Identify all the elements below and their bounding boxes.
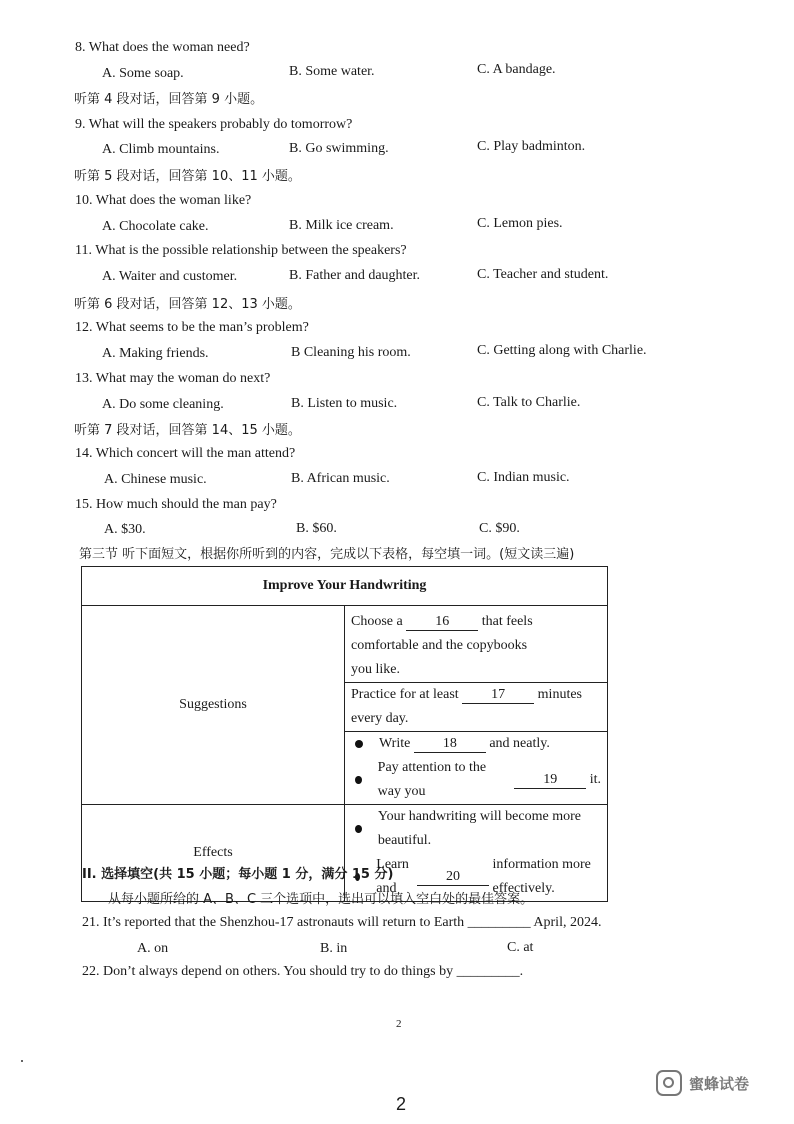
q12-option-b: B Cleaning his room.: [291, 345, 411, 360]
q13-option-a: A. Do some cleaning.: [102, 397, 224, 412]
suggestion-3-pre: Write: [379, 736, 411, 751]
q14-option-b: B. African music.: [291, 471, 390, 486]
q15-option-c: C. $90.: [479, 521, 520, 536]
question-14: 14. Which concert will the man attend?: [75, 446, 296, 461]
q21-option-a: A. on: [137, 941, 169, 956]
instruction-seg5: 听第 5 段对话，回答第 10、11 小题。: [74, 169, 301, 184]
part2-heading: II. 选择填空(共 15 小题；每小题 1 分，满分 15 分): [82, 867, 394, 882]
effects-label: Effects: [82, 805, 345, 902]
blank-17[interactable]: 17: [462, 687, 534, 704]
effect-1: Your handwriting will become more beautiful.: [377, 809, 581, 848]
q10-option-a: A. Chocolate cake.: [102, 219, 209, 234]
q21-option-c: C. at: [507, 940, 534, 955]
q9-option-a: A. Climb mountains.: [102, 142, 220, 157]
question-22: 22. Don’t always depend on others. You should try to do things by _________.: [82, 964, 524, 979]
q14-option-c: C. Indian music.: [477, 470, 570, 485]
suggestion-1-pre: Choose a: [351, 614, 403, 629]
question-9: 9. What will the speakers probably do tomorrow?: [75, 117, 353, 132]
suggestion-2-cell: [345, 683, 608, 732]
suggestion-1-line2: you like.: [351, 662, 400, 677]
q10-option-b: B. Milk ice cream.: [289, 218, 394, 233]
q15-option-a: A. $30.: [104, 522, 146, 537]
effects-cell: [345, 805, 608, 902]
question-10: 10. What does the woman like?: [75, 193, 252, 208]
suggestions-label: Suggestions: [82, 606, 345, 805]
section3-instruction: 第三节 听下面短文，根据你所听到的内容，完成以下表格，每空填一词。(短文读三遍): [79, 547, 575, 562]
part2-instruction: 从每小题所给的 A、B、C 三个选项中，选出可以填入空白处的最佳答案。: [108, 892, 534, 907]
handwriting-table: [81, 566, 608, 902]
suggestion-4-post: it.: [589, 772, 601, 787]
bullet-icon: [355, 740, 363, 748]
q9-option-c: C. Play badminton.: [477, 139, 586, 154]
q21-option-b: B. in: [320, 941, 348, 956]
watermark-logo: [656, 1070, 749, 1096]
q10-option-c: C. Lemon pies.: [477, 216, 563, 231]
q8-option-c: C. A bandage.: [477, 62, 556, 77]
instruction-seg4: 听第 4 段对话，回答第 9 小题。: [74, 92, 264, 107]
instruction-seg7: 听第 7 段对话，回答第 14、15 小题。: [74, 423, 301, 438]
q12-option-a: A. Making friends.: [102, 346, 209, 361]
question-12: 12. What seems to be the man’s problem?: [75, 320, 309, 335]
page-number: 2: [396, 1094, 407, 1114]
q11-option-b: B. Father and daughter.: [289, 268, 421, 283]
bee-logo-icon: [656, 1070, 682, 1096]
q15-option-b: B. $60.: [296, 521, 337, 536]
bullet-icon: [355, 825, 362, 833]
blank-18[interactable]: 18: [414, 736, 486, 753]
instruction-seg6: 听第 6 段对话，回答第 12、13 小题。: [74, 297, 301, 312]
q8-option-b: B. Some water.: [289, 64, 375, 79]
suggestion-3-post: and neatly.: [489, 736, 550, 751]
blank-19[interactable]: 19: [514, 772, 586, 789]
page-number-small: 2: [396, 1018, 402, 1030]
suggestion-1-cell: [345, 606, 608, 683]
question-21: 21. It’s reported that the Shenzhou-17 astronauts will return to Earth _________ April, 2024.: [82, 915, 602, 930]
blank-16[interactable]: 16: [406, 614, 478, 631]
watermark-text: 蜜蜂试卷: [689, 1074, 750, 1093]
effect-2-pre: Learn and: [376, 857, 409, 896]
suggestion-4-pre: Pay attention to the way you: [377, 760, 487, 799]
question-15: 15. How much should the man pay?: [75, 497, 277, 512]
blank-20[interactable]: 20: [417, 869, 489, 886]
effect-2-post: information more effectively.: [492, 857, 591, 896]
q9-option-b: B. Go swimming.: [289, 141, 389, 156]
q13-option-b: B. Listen to music.: [291, 396, 398, 411]
q14-option-a: A. Chinese music.: [104, 472, 207, 487]
bullet-icon: [355, 776, 362, 784]
suggestion-2-pre: Practice for at least: [351, 687, 459, 702]
question-13: 13. What may the woman do next?: [75, 371, 271, 386]
q13-option-c: C. Talk to Charlie.: [477, 395, 581, 410]
table-title: Improve Your Handwriting: [82, 567, 608, 606]
q12-option-c: C. Getting along with Charlie.: [477, 343, 647, 358]
question-8: 8. What does the woman need?: [75, 40, 250, 55]
suggestion-1-post: that feels comfortable and the copybooks: [351, 614, 533, 653]
scan-dot: [21, 1060, 23, 1062]
q11-option-a: A. Waiter and customer.: [102, 269, 238, 284]
question-11: 11. What is the possible relationship between the speakers?: [75, 243, 407, 258]
suggestion-2-post: minutes every day.: [351, 687, 583, 726]
q11-option-c: C. Teacher and student.: [477, 267, 609, 282]
q8-option-a: A. Some soap.: [102, 66, 184, 81]
suggestion-3-cell: [345, 732, 608, 805]
